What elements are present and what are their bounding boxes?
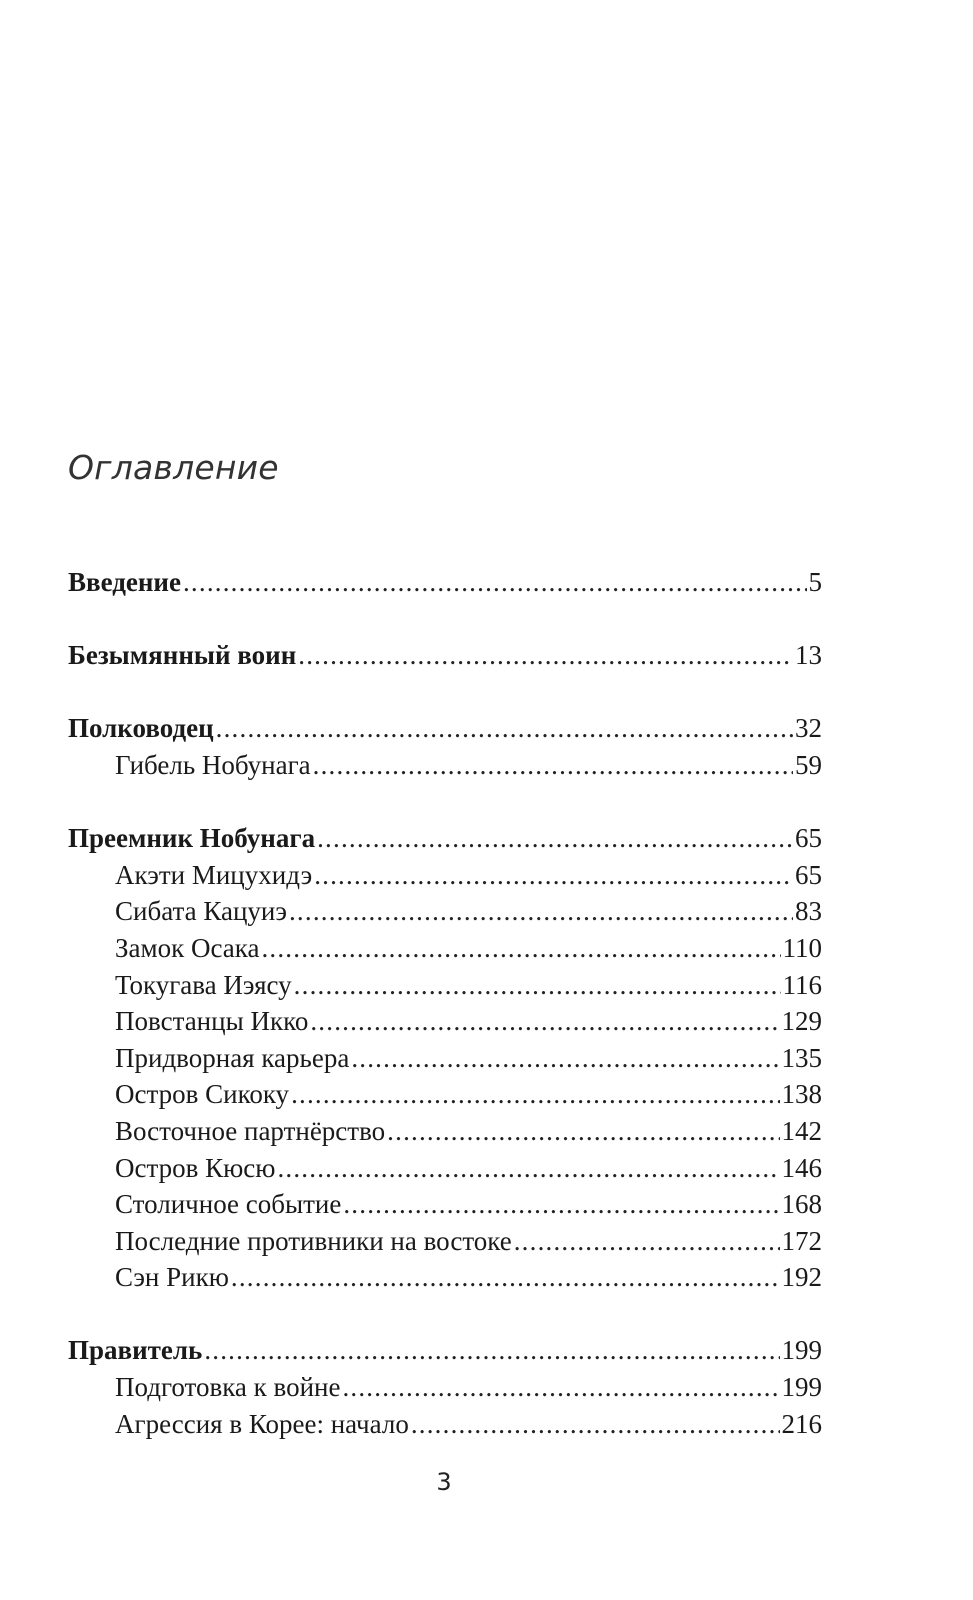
- dot-leader: [298, 637, 793, 674]
- toc-entry-subsection: [68, 1259, 822, 1296]
- toc-heading: Оглавление: [68, 448, 279, 487]
- toc-entry-label: Повстанцы Икко: [115, 1006, 309, 1037]
- dot-leader: [411, 1406, 780, 1443]
- toc-entry-label: Остров Кюсю: [115, 1152, 276, 1183]
- dot-leader: [314, 857, 793, 894]
- toc-entry-subsection: [68, 1076, 822, 1113]
- dot-leader: [310, 1003, 779, 1040]
- toc-entry-page: 142: [781, 1115, 822, 1146]
- dot-leader: [277, 1150, 779, 1187]
- dot-leader: [261, 930, 780, 967]
- toc-entry-label: Введение: [68, 567, 181, 597]
- toc-entry-label: Замок Осака: [115, 932, 260, 963]
- toc-entry-page: 13: [795, 640, 822, 671]
- toc-entry-page: 168: [781, 1189, 822, 1220]
- dot-leader: [231, 1259, 780, 1296]
- toc-entry-label: Столичное событие: [115, 1189, 342, 1220]
- toc-entry-subsection: [68, 857, 822, 894]
- toc-entry-label: Остров Сикоку: [115, 1079, 290, 1110]
- dot-leader: [294, 967, 781, 1004]
- toc-entry-page: 192: [781, 1262, 822, 1293]
- toc-entry-page: 59: [795, 749, 822, 780]
- dot-leader: [291, 1076, 779, 1113]
- toc-entry-page: 83: [795, 896, 822, 927]
- dot-leader: [317, 820, 793, 857]
- toc-entry-label: Токугава Иэясу: [115, 969, 292, 1000]
- toc-entry-subsection: [68, 1223, 822, 1260]
- dot-leader: [289, 893, 793, 930]
- toc-entry-label: Акэти Мицухидэ: [115, 859, 313, 890]
- toc-entry-page: 129: [781, 1006, 822, 1037]
- dot-leader: [342, 1369, 779, 1406]
- toc-entry-subsection: [68, 1003, 822, 1040]
- dot-leader: [514, 1223, 780, 1260]
- toc-entry-page: 146: [781, 1152, 822, 1183]
- toc-entry-page: 32: [795, 713, 822, 744]
- toc-entry-label: Последние противники на востоке: [115, 1225, 512, 1256]
- toc-entry-page: 199: [781, 1372, 822, 1403]
- toc-entry-label: Агрессия в Корее: начало: [115, 1408, 409, 1439]
- toc-entry-section: [68, 637, 822, 674]
- toc-entry-subsection: [68, 967, 822, 1004]
- toc-entry-label: Гибель Нобунага: [115, 749, 311, 780]
- toc-entry-page: 172: [781, 1225, 822, 1256]
- toc-entry-label: Безымянный воин: [68, 640, 297, 671]
- toc-entry-subsection: [68, 1040, 822, 1077]
- toc-entry-subsection: [68, 1406, 822, 1443]
- toc-entry-label: Сибата Кацуиэ: [115, 896, 287, 927]
- toc-entry-subsection: [68, 747, 822, 784]
- toc-entry-page: 65: [795, 823, 822, 854]
- toc-entry-subsection: [68, 1186, 822, 1223]
- toc-entry-section: [68, 564, 822, 601]
- toc-entry-page: 65: [795, 859, 822, 890]
- dot-leader: [216, 710, 793, 747]
- toc-entry-label: Преемник Нобунага: [68, 823, 316, 854]
- toc-entry-page: 135: [781, 1042, 822, 1073]
- toc-entry-page: 116: [782, 969, 822, 1000]
- toc-entry-page: 5: [808, 567, 822, 597]
- toc-entry-subsection: [68, 1113, 822, 1150]
- dot-leader: [351, 1040, 779, 1077]
- toc-entry-section: [68, 710, 822, 747]
- dot-leader: [343, 1186, 779, 1223]
- toc-entry-label: Восточное партнёрство: [115, 1115, 386, 1146]
- toc-entry-page: 199: [781, 1335, 822, 1366]
- dot-leader: [387, 1113, 779, 1150]
- toc-entry-label: Подготовка к войне: [115, 1372, 341, 1403]
- toc-entry-label: Правитель: [68, 1335, 203, 1366]
- toc-entry-page: 110: [782, 932, 822, 963]
- toc-entry-subsection: [68, 1369, 822, 1406]
- toc-entry-subsection: [68, 1150, 822, 1187]
- toc-entry-page: 138: [781, 1079, 822, 1110]
- dot-leader: [204, 1332, 779, 1369]
- dot-leader: [313, 747, 793, 784]
- toc-entry-section: [68, 1332, 822, 1369]
- page-number: 3: [436, 1468, 452, 1496]
- table-of-contents: [68, 564, 822, 1442]
- toc-entry-subsection: [68, 893, 822, 930]
- toc-entry-subsection: [68, 930, 822, 967]
- dot-leader: [183, 564, 807, 601]
- toc-entry-label: Сэн Рикю: [115, 1262, 229, 1293]
- toc-entry-page: 216: [781, 1408, 822, 1439]
- toc-entry-label: Придворная карьера: [115, 1042, 350, 1073]
- toc-entry-label: Полководец: [68, 713, 214, 744]
- toc-entry-section: [68, 820, 822, 857]
